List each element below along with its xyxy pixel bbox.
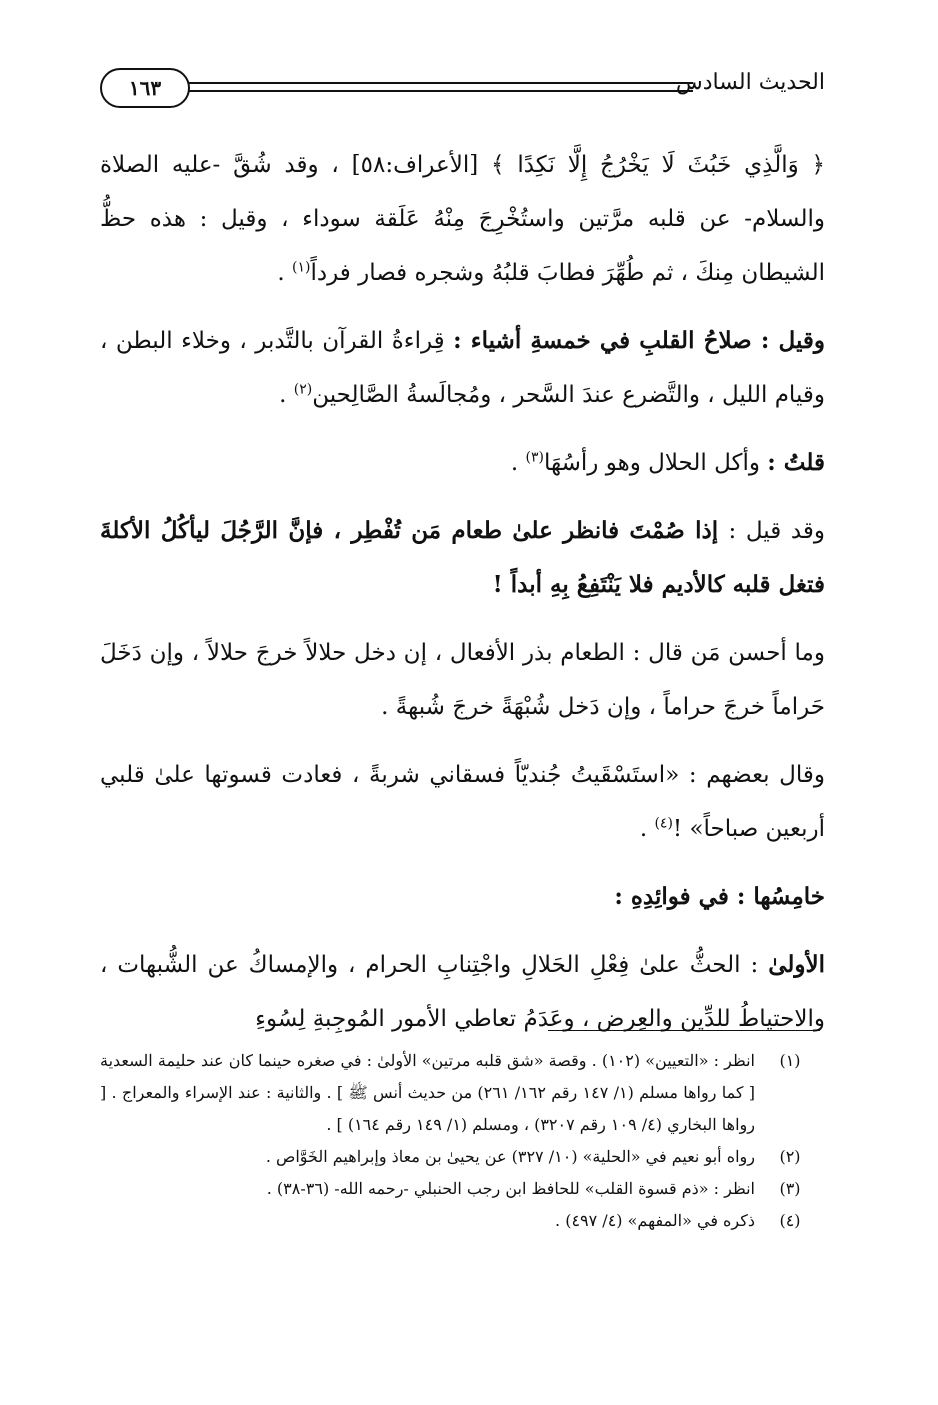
paragraph-1-end: . [277,260,292,286]
paragraph-1 [100,138,825,300]
footnote-number: (٣) [779,1179,801,1198]
footnote-number: (٢) [779,1147,801,1166]
paragraph-3-end: . [510,450,526,476]
footnote-ref-4: (٤) [654,815,673,832]
footnote-separator [548,1030,820,1031]
header-rule [188,82,693,92]
footnote-text: رواه أبو نعيم في «الحلية» (١٠/ ٣٢٧) عن يحيىٰ بن معاذ وإبراهيم الخَوَّاص . [265,1147,755,1166]
footnote-4 [100,1205,825,1237]
footnote-3 [100,1173,825,1205]
paragraph-3-lead: قلتُ : [767,449,825,476]
paragraph-5: وما أحسن مَن قال : الطعام بذر الأفعال ، إن دخل حلالاً خرجَ حلالاً ، وإن دَخَلَ حَراماً خرجَ حراماً ، وإن دَخل شُبْهَةً خرجَ شُبهةً . [100,640,825,720]
section-heading: خامِسُها : في فوائِدِهِ : [614,883,825,910]
paragraph-6-end: . [639,816,655,842]
running-header [100,62,825,112]
paragraph-3-text: وأكل الحلال وهو رأسُهَا [544,450,768,476]
paragraph-2 [100,314,825,422]
paragraph-3 [100,436,825,490]
header-title: الحديث السادس [675,70,825,95]
paragraph-2-end: . [279,382,294,408]
footnote-ref-2: (٢) [293,381,313,398]
paragraph-6 [100,748,825,856]
paragraph-2-text: قِراءةُ القرآن بالتَّدبر ، وخلاء البطن ، وقيام الليل ، والتَّضرع عندَ السَّحر ، ومُجالَسةُ الصَّالِحين [100,328,825,408]
footnote-1 [100,1045,825,1141]
footnote-text: انظر : «التعيين» (١٠٢) . وقصة «شق قلبه مرتين» الأولىٰ : في صغره حينما كان عند حليمة السعدية [ كما رواها مسلم (١/ ١٤٧ رقم ١٦٢/ ٢٦١) من حديث أنس ﷺ ] . والثانية : عند الإسراء والمعراج . [ رواها البخاري (٤/ ١٠٩ رقم ٣٢٠٧) ، ومسلم (١/ ١٤٩ رقم ١٦٤) ] . [100,1051,755,1134]
footnote-number: (١) [779,1051,801,1070]
paragraph-7-lead: الأولىٰ [768,951,825,978]
paragraph-2-lead: وقيل : صلاحُ القلبِ في خمسةِ أشياء : [453,327,825,354]
paragraph-4-text: إذا صُمْتَ فانظر علىٰ طعام مَن تُفْطِر ، فإنَّ الرَّجُلَ ليأكُلُ الأكلةَ فتغل قلبه كالأديم فلا يَنْتَفِعُ بِهِ أبداً ! [100,517,825,598]
footnote-text: انظر : «ذم قسوة القلب» للحافظ ابن رجب الحنبلي -رحمه الله- (٣٦-٣٨) . [266,1179,755,1198]
footnote-2 [100,1141,825,1173]
main-text [100,138,825,1060]
paragraph-4-lead: وقد قيل : [728,518,825,544]
footnote-text: ذكره في «المفهم» (٤/ ٤٩٧) . [555,1211,755,1230]
paragraph-4 [100,504,825,612]
footnote-number: (٤) [779,1211,801,1230]
paragraph-7-text: : الحثُّ علىٰ فِعْلِ الحَلالِ واجْتِنابِ الحرام ، والإمساكُ عن الشُّبهات ، والاحتياطُ للدِّين والعِرض ، وعَدَمُ تعاطي الأمور المُوجِبةِ لِسُوءِ [100,952,825,1032]
paragraph-1-text: ﴿ وَالَّذِي خَبُثَ لَا يَخْرُجُ إِلَّا نَكِدًا ﴾ [الأعراف:٥٨] ، وقد شُقَّ -عليه الصلاة والسلام- عن قلبه مرَّتين واستُخْرِجَ مِنْهُ عَلَقة سوداء ، وقيل : هذه حظُّ الشيطان مِنكَ ، ثم طُهِّرَ فطابَ قلبُهُ وشجره فصار فرداً [100,152,825,286]
footnote-ref-1: (١) [291,259,311,276]
footnotes [100,1045,825,1237]
footnote-ref-3: (٣) [525,449,544,466]
page-number: ١٦٣ [100,68,190,108]
paragraph-6-text: وقال بعضهم : «استَسْقَيتُ جُنديّاً فسقاني شربةً ، فعادت قسوتها علىٰ قلبي أربعين صباحاً» ! [100,762,825,842]
